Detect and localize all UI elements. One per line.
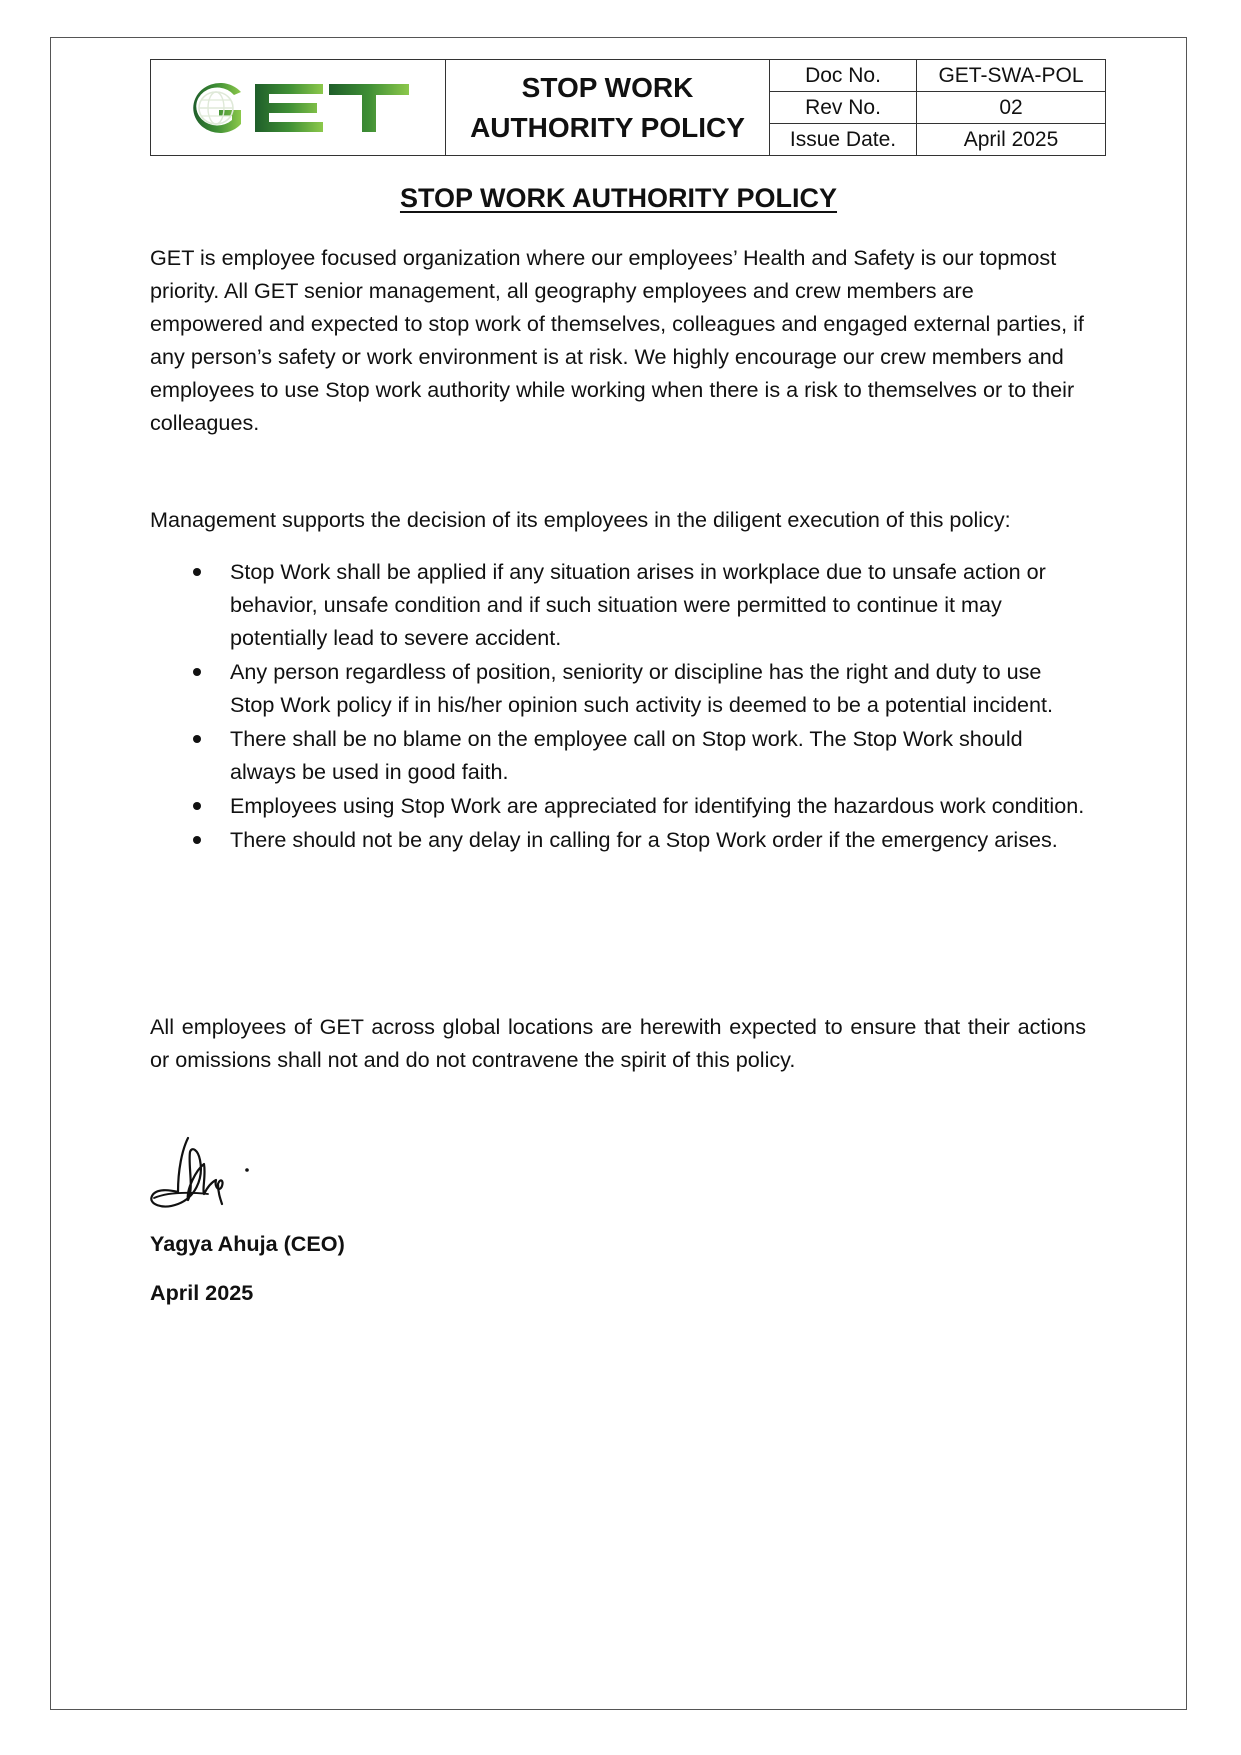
logo-cell: [151, 60, 446, 156]
bullet-text: Stop Work shall be applied if any situation arises in workplace due to unsafe action or behavior, unsafe condition and if such situation were permitted to continue it may potentially lead to severe accident.: [230, 559, 1046, 650]
closing-paragraph: All employees of GET across global locations are herewith expected to ensure that their actions or omissions shall not and do not contravene the spirit of this policy.: [150, 1014, 1086, 1072]
company-logo: [151, 78, 445, 138]
rev-no-label: Rev No.: [770, 92, 917, 124]
get-logo-icon: [183, 78, 413, 138]
bullet-icon: [193, 735, 201, 743]
doc-no-label: Doc No.: [770, 60, 917, 92]
signatory-name: Yagya Ahuja (CEO): [150, 1231, 345, 1256]
signature-image: [148, 1130, 258, 1215]
document-title: STOP WORK AUTHORITY POLICY: [399, 183, 838, 213]
document-header-table: [150, 59, 1106, 156]
bullet-text: Any person regardless of position, seniority or discipline has the right and duty to use Stop Work policy if in his/her opinion such activity is deemed to be a potential incident.: [230, 659, 1054, 717]
header-title-cell: [446, 60, 770, 156]
doc-no-value: GET-SWA-POL: [917, 60, 1106, 92]
header-title-line2: AUTHORITY POLICY: [470, 111, 745, 143]
list-item: [150, 722, 1086, 788]
bullet-text: There should not be any delay in calling for a Stop Work order if the emergency arises.: [230, 827, 1058, 852]
header-title-line1: STOP WORK: [521, 71, 694, 103]
signoff-date: April 2025: [150, 1280, 254, 1305]
policy-bullet-list: [150, 555, 1086, 857]
bullet-text: There shall be no blame on the employee call on Stop work. The Stop Work should always be used in good faith.: [230, 726, 1023, 784]
issue-date-label: Issue Date.: [770, 124, 917, 156]
list-item: [150, 655, 1086, 721]
rev-no-value: 02: [917, 92, 1106, 124]
list-item: [150, 555, 1086, 654]
list-item: [150, 789, 1086, 822]
issue-date-value: April 2025: [917, 124, 1106, 156]
intro-paragraph: GET is employee focused organization where our employees’ Health and Safety is our topmost priority. All GET senior management, all geography employees and crew members are empowered and expected to stop work of themselves, colleagues and engaged external parties, if any person’s safety or work environment is at risk. We highly encourage our crew members and employees to use Stop work authority while working when there is a risk to themselves or to their colleagues.: [150, 245, 1084, 435]
bullet-icon: [193, 568, 201, 576]
bullet-icon: [193, 802, 201, 810]
support-statement: Management supports the decision of its employees in the diligent execution of this policy:: [150, 507, 1011, 532]
bullet-icon: [193, 668, 201, 676]
bullet-icon: [193, 836, 201, 844]
list-item: [150, 823, 1086, 856]
bullet-text: Employees using Stop Work are appreciated for identifying the hazardous work condition.: [230, 793, 1085, 818]
